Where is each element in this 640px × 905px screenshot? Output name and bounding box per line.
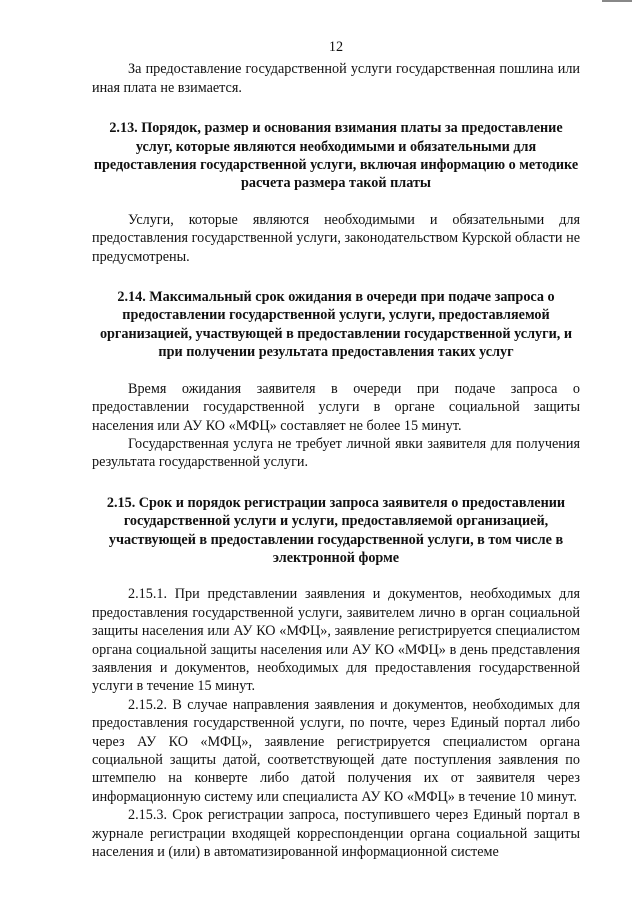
fee-paragraph: За предоставление государственной услуги государственная пошлина или иная плата не взимается.	[92, 61, 580, 96]
section-2-13-heading: 2.13. Порядок, размер и основания взимания платы за предоставление услуг, которые являются необходимыми и обязательными для предоставления государственной услуги, включая информацию о методике расчета размера такой платы	[93, 120, 579, 192]
section-2-14	[92, 288, 580, 362]
section-2-15-3: 2.15.3. Срок регистрации запроса, поступившего через Единый портал в журнале регистрации входящей корреспонденции органа социальной защиты населения и (или) в автоматизированной информационной системе	[92, 807, 580, 861]
document-page	[92, 38, 580, 861]
section-2-15-heading: 2.15. Срок и порядок регистрации запроса заявителя о предоставлении государственной услуги и услуги, предоставляемой организацией, участвующей в предоставлении государственной услуги, в том числе в электронной форме	[106, 494, 566, 566]
page-number: 12	[328, 39, 344, 55]
section-2-15	[92, 494, 580, 568]
section-2-13-text: Услуги, которые являются необходимыми и обязательными для предоставления государственной услуги, законодательством Курской области не предусмотрены.	[92, 211, 580, 265]
section-2-15-1: 2.15.1. При представлении заявления и документов, необходимых для предоставления государственной услуги, заявителем лично в орган социальной защиты населения или АУ КО «МФЦ», заявление регистрируется специалистом органа социальной защиты населения или АУ КО «МФЦ» в день представления заявления и документов, необходимых для предоставления государственной услуги в течение 15 минут.	[92, 586, 580, 695]
section-2-14-heading: 2.14. Максимальный срок ожидания в очереди при подаче запроса о предоставлении государственной услуги, услуги, предоставляемой организацией, участвующей в предоставлении государственной услуги, и при получении результата предоставления таких услуг	[99, 289, 573, 361]
section-2-13	[92, 119, 580, 193]
scan-corner-mark	[602, 0, 632, 2]
section-2-14-paragraph-2: Государственная услуга не требует личной явки заявителя для получения результата государственной услуги.	[92, 435, 580, 471]
section-2-15-2: 2.15.2. В случае направления заявления и документов, необходимых для предоставления государственной услуги, по почте, через Единый портал либо через АУ КО «МФЦ», заявление регистрируется специалистом органа социальной защиты датой, соответствующей дате поступления заявления по штемпелю на конверте либо датой получения их от заявителя через информационную систему или специалиста АУ КО «МФЦ» в течение 10 минут.	[92, 696, 580, 805]
section-2-14-paragraph-1: Время ожидания заявителя в очереди при подаче запроса о предоставлении государственной услуги в органе социальной защиты населения или АУ КО «МФЦ» составляет не более 15 минут.	[92, 380, 580, 434]
